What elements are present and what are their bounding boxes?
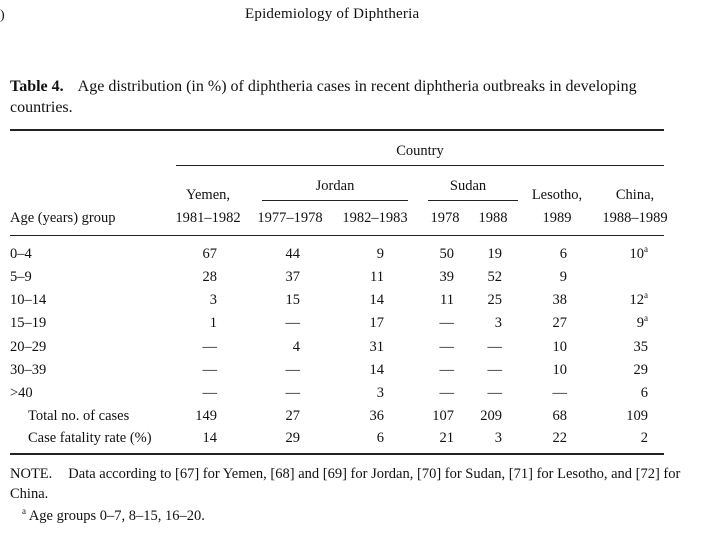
table-cell: 27 xyxy=(285,408,300,424)
table-cell: 68 xyxy=(552,408,567,424)
cell-value: 12 xyxy=(629,292,644,308)
table-cell: 1 xyxy=(209,315,217,331)
table-cell: 6 xyxy=(376,430,384,446)
table-cell: 28 xyxy=(202,269,217,285)
footnote-text: Age groups 0–7, 8–15, 16–20. xyxy=(28,508,205,524)
cell-value: 2 xyxy=(640,430,648,446)
table-cell: — xyxy=(439,385,454,401)
page-edge-mark: ) xyxy=(0,8,5,23)
cell-value: 109 xyxy=(626,408,648,424)
table-cell: — xyxy=(439,315,454,331)
table-cell: — xyxy=(202,385,217,401)
header-rule xyxy=(10,235,664,236)
table-cell xyxy=(630,246,649,263)
table-footnote xyxy=(22,508,205,525)
table-caption xyxy=(10,76,680,118)
table-cell: — xyxy=(439,339,454,355)
table-cell: 19 xyxy=(487,246,502,262)
table-cell: — xyxy=(202,339,217,355)
note-label: NOTE. xyxy=(10,466,53,482)
stub-header: Age (years) group xyxy=(10,210,116,226)
table-cell: 15 xyxy=(285,292,300,308)
table-cell: 21 xyxy=(439,430,454,446)
cell-value: 6 xyxy=(640,385,648,401)
table-cell xyxy=(634,339,649,356)
footnote-mark: a xyxy=(22,506,26,516)
table-cell: 14 xyxy=(369,362,384,378)
table-cell xyxy=(641,430,648,447)
cell-value: 10 xyxy=(629,246,644,262)
table-cell: 14 xyxy=(202,430,217,446)
row-label: Total no. of cases xyxy=(28,408,130,424)
table-cell: 107 xyxy=(432,408,454,424)
col-header: 1988–1989 xyxy=(602,210,668,226)
sudan-rule xyxy=(428,200,518,201)
row-label: 30–39 xyxy=(10,362,47,378)
table-cell: — xyxy=(552,385,567,401)
table-cell: 14 xyxy=(369,292,384,308)
group-lesotho: Lesotho, xyxy=(531,187,583,203)
table-cell: 3 xyxy=(376,385,384,401)
table-cell: 44 xyxy=(285,246,300,262)
running-head: Epidemiology of Diphtheria xyxy=(245,6,420,22)
jordan-rule xyxy=(262,200,408,201)
table-cell xyxy=(637,315,648,332)
spanner-country: Country xyxy=(396,143,444,159)
table-cell: 10 xyxy=(552,362,567,378)
top-rule xyxy=(10,129,664,131)
table-cell: 3 xyxy=(494,315,502,331)
table-cell: 9 xyxy=(376,246,384,262)
table-cell: 9 xyxy=(559,269,567,285)
table-cell: — xyxy=(285,315,300,331)
table-cell: 22 xyxy=(552,430,567,446)
table-cell: 3 xyxy=(494,430,502,446)
col-header: 1988 xyxy=(478,210,508,226)
table-cell: 37 xyxy=(285,269,300,285)
table-cell: 209 xyxy=(480,408,502,424)
cell-value: 9 xyxy=(636,315,644,331)
table-cell xyxy=(626,408,648,425)
table-cell xyxy=(641,385,648,402)
table-cell: 27 xyxy=(552,315,567,331)
table-cell: — xyxy=(487,339,502,355)
table-cell: — xyxy=(439,362,454,378)
table-cell: 149 xyxy=(195,408,217,424)
col-header: 1989 xyxy=(542,210,572,226)
group-jordan: Jordan xyxy=(315,178,355,194)
table-cell: 39 xyxy=(439,269,454,285)
table-label: Table 4. xyxy=(10,78,64,95)
footnote-mark: a xyxy=(644,313,648,323)
table-cell: 29 xyxy=(285,430,300,446)
row-label: 15–19 xyxy=(10,315,47,331)
footnote-mark: a xyxy=(644,244,648,254)
table-cell: 10 xyxy=(552,339,567,355)
row-label: 20–29 xyxy=(10,339,47,355)
cell-value: 29 xyxy=(633,362,648,378)
table-cell: 11 xyxy=(440,292,454,308)
table-caption-text: Age distribution (in %) of diphtheria cases in recent diphtheria outbreaks in developing countries. xyxy=(10,78,637,116)
row-label: >40 xyxy=(10,385,33,401)
table-cell xyxy=(634,362,649,379)
group-sudan: Sudan xyxy=(449,178,487,194)
row-label: Case fatality rate (%) xyxy=(28,430,152,446)
table-cell: 6 xyxy=(559,246,567,262)
spanner-rule xyxy=(176,165,664,166)
table-cell: 3 xyxy=(209,292,217,308)
note-text: Data according to [67] for Yemen, [68] and [69] for Jordan, [70] for Sudan, [71] for Lesotho, and [72] for China. xyxy=(10,466,681,502)
cell-value: 35 xyxy=(633,339,648,355)
table-cell: 38 xyxy=(552,292,567,308)
table-cell: 25 xyxy=(487,292,502,308)
table-cell: 4 xyxy=(292,339,300,355)
table-cell: 31 xyxy=(369,339,384,355)
table-cell: — xyxy=(202,362,217,378)
row-label: 5–9 xyxy=(10,269,32,285)
col-header: 1978 xyxy=(430,210,460,226)
row-label: 0–4 xyxy=(10,246,32,262)
table-note xyxy=(10,464,690,504)
table-cell xyxy=(630,292,649,309)
group-china: China, xyxy=(615,187,655,203)
table-cell: 67 xyxy=(202,246,217,262)
col-header: 1982–1983 xyxy=(342,210,408,226)
table-cell: — xyxy=(285,385,300,401)
col-header: 1981–1982 xyxy=(175,210,241,226)
table-cell: 52 xyxy=(487,269,502,285)
table-cell: 17 xyxy=(369,315,384,331)
footnote-mark: a xyxy=(644,290,648,300)
row-label: 10–14 xyxy=(10,292,47,308)
table-cell: — xyxy=(487,362,502,378)
table-cell: — xyxy=(487,385,502,401)
bottom-rule xyxy=(10,453,664,455)
table-cell: 11 xyxy=(370,269,384,285)
table-cell: 50 xyxy=(439,246,454,262)
group-yemen: Yemen, xyxy=(185,187,231,203)
table-cell: — xyxy=(285,362,300,378)
table-cell: 36 xyxy=(369,408,384,424)
col-header: 1977–1978 xyxy=(257,210,323,226)
